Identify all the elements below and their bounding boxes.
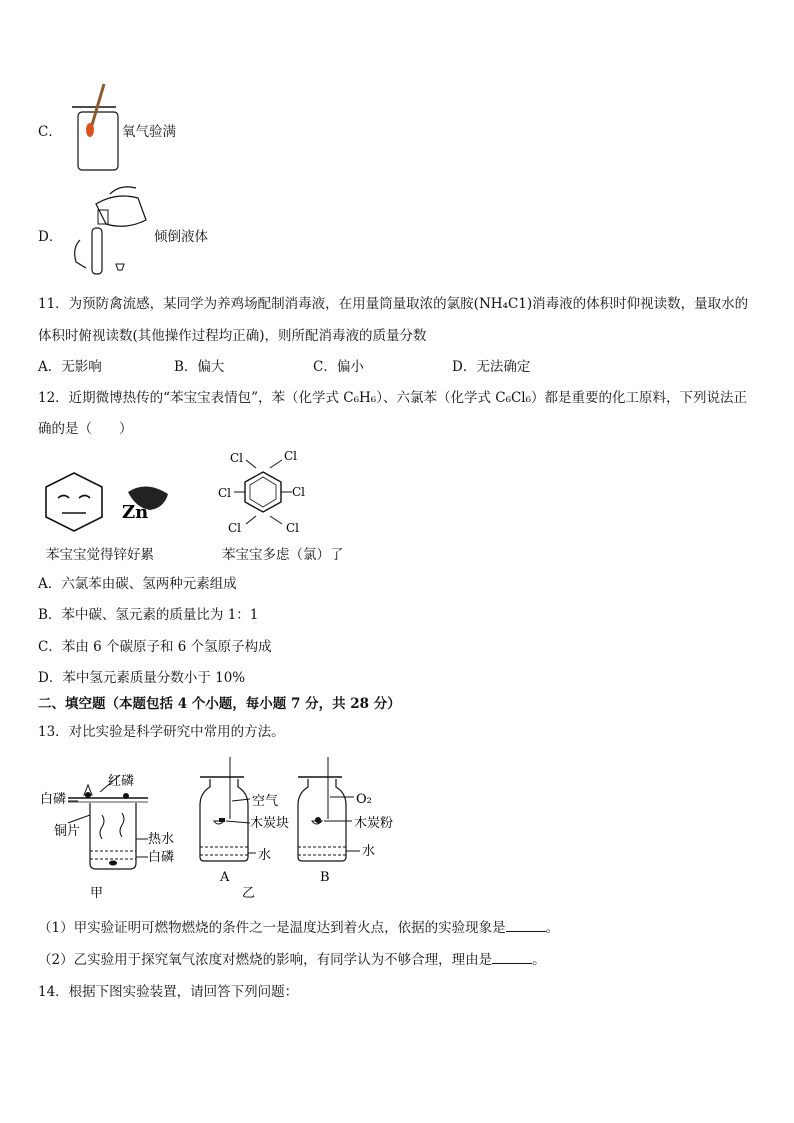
option-c-label: 氧气验满 [122,124,176,140]
caption-left: 苯宝宝觉得锌好累 [46,547,154,563]
q11-line2: 体积时俯视读数(其他操作过程均正确)，则所配消毒液的质量分数 [38,328,427,344]
cl-label: Cl [228,521,242,535]
cl-label: Cl [286,521,300,535]
zn-text: Zn [122,502,149,523]
q13-part1-text: （1）甲实验证明可燃物燃烧的条件之一是温度达到着火点，依据的实验现象是 [38,920,506,936]
water-a-label: 水 [258,848,272,863]
white-phosphorus-top-label: 白磷 [40,792,67,807]
caption-right: 苯宝宝多虑（氯）了 [222,547,344,563]
charcoal-powder-label: 木炭粉 [354,816,394,831]
water-b-label: 水 [362,844,376,859]
cl-label: Cl [292,485,306,499]
hot-water-label: 热水 [148,832,175,847]
option-d-label: 倾倒液体 [154,229,208,245]
q12-option-b: B．苯中碳、氢元素的质量比为 1：1 [38,607,259,623]
fig-yi-caption: 乙 [242,886,256,901]
q11-option-a: A．无影响 [38,359,102,375]
experiment-jia-figure [38,755,188,905]
section-title: 二、填空题（本题包括 4 个小题，每小题 7 分，共 28 分） [38,696,401,712]
answer-blank-1[interactable] [506,919,546,932]
label-a: A [220,870,230,885]
pouring-liquid-figure [66,180,156,280]
q11-line1: 11．为预防禽流感，某同学为养鸡场配制消毒液，在用量筒量取浓的氯胺(NH₄C1)消毒液的体积时仰视读数，量取水的 [38,296,749,312]
fig-jia-caption: 甲 [90,886,104,901]
q11-option-d: D．无法确定 [452,359,531,375]
experiment-yi-figure [192,755,412,905]
copper-label: 铜片 [54,824,81,839]
cl-label: Cl [284,449,298,463]
answer-blank-2[interactable] [492,951,532,964]
q11-option-c: C．偏小 [313,359,364,375]
oxygen-test-figure [64,80,124,175]
q13-part2-end: 。 [532,952,546,968]
q12-option-a: A．六氯苯由碳、氢两种元素组成 [38,576,237,592]
q13-part1 [38,916,559,936]
q12-line2: 确的是（ ） [38,421,133,437]
hexachlorobenzene-figure [212,446,322,540]
cl-label: Cl [218,486,232,500]
charcoal-block-label: 木炭块 [250,816,290,831]
air-label: 空气 [252,794,279,809]
q13-part1-end: 。 [545,920,560,936]
benzene-face-figure [40,470,175,532]
white-phosphorus-bottom-label: 白磷 [148,850,175,865]
option-d-letter: D． [38,229,63,245]
q14-intro: 14．根据下图实验装置，请回答下列问题： [38,984,299,1000]
q12-option-c: C．苯由 6 个碳原子和 6 个氢原子构成 [38,639,272,655]
q13-part2 [38,948,546,968]
q13-part2-text: （2）乙实验用于探究氧气浓度对燃烧的影响，有同学认为不够合理，理由是 [38,952,493,968]
option-c-letter: C． [38,124,62,140]
q13-intro: 13．对比实验是科学研究中常用的方法。 [38,724,285,740]
q11-option-b: B．偏大 [174,359,225,375]
label-b: B [320,870,330,885]
red-phosphorus-label: 红磷 [108,774,135,789]
cl-label: Cl [230,451,244,465]
q12-line1: 12．近期微博热传的“苯宝宝表情包”，苯（化学式 C₆H₆）、六氯苯（化学式 C₆Cl₆）都是重要的化工原料，下列说法正 [38,390,748,406]
o2-label: O₂ [356,792,372,807]
q12-option-d: D．苯中氢元素质量分数小于 10% [38,670,246,686]
